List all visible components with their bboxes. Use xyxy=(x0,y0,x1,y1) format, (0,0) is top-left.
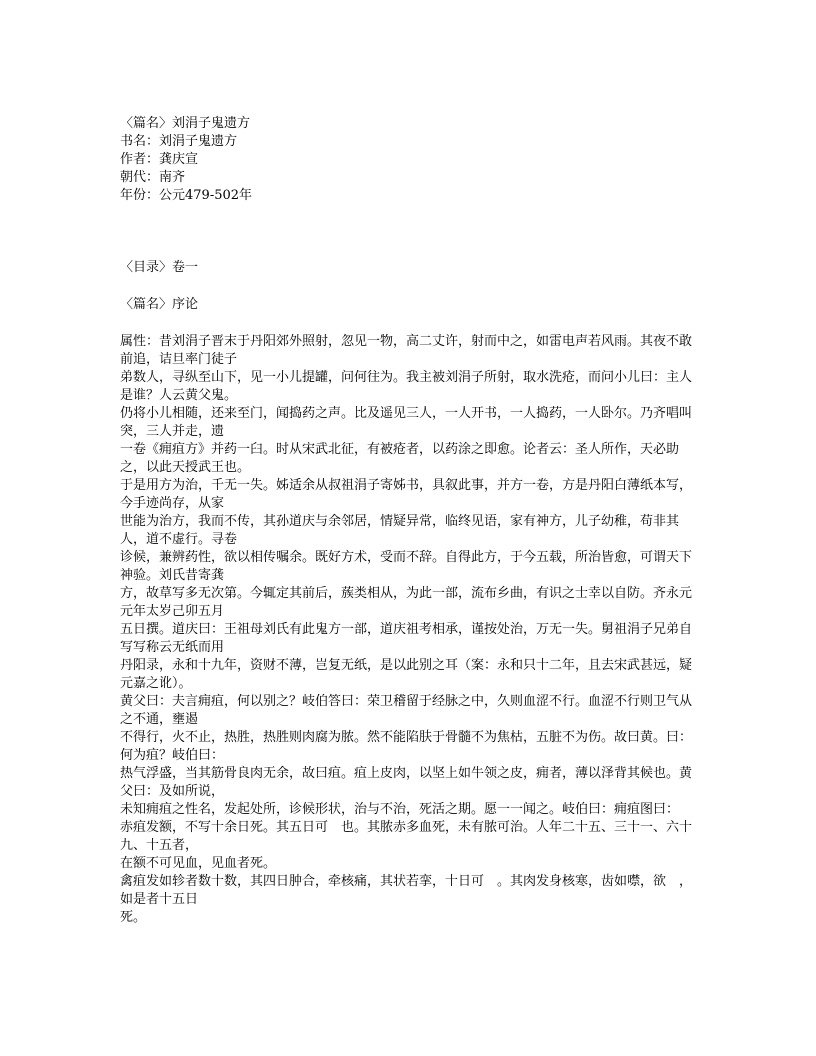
body-text xyxy=(120,333,698,927)
body-paragraph: 赤疽发额，不写十余日死。其五日可 也。其脓赤多血死，未有脓可治。人年二十五、三十一、六十九、十五者， xyxy=(120,820,693,853)
body-paragraph: 诊候，兼辨药性，欲以相传嘱余。既好方术，受而不辞。自得此方，于今五载，所治皆愈，可谓天下神验。刘氏昔寄龚 xyxy=(120,550,693,583)
body-paragraph: 死。 xyxy=(120,910,147,925)
body-paragraph: 热气浮盛，当其筋骨良肉无余，故曰疽。疽上皮肉，以坚上如牛领之皮，痈者，薄以泽背其候也。黄父曰：及如所说， xyxy=(120,766,693,799)
chapter-title: 〈篇名〉刘涓子鬼遗方 xyxy=(120,116,251,131)
toc-entry: 〈目录〉卷一 xyxy=(120,260,199,275)
year: 年份：公元479-502年 xyxy=(120,188,253,203)
body-paragraph: 一卷《痈疽方》并药一臼。时从宋武北征，有被疮者，以药涂之即愈。论者云：圣人所作，天必助之，以此天授武王也。 xyxy=(120,442,680,475)
section-title: 〈篇名〉序论 xyxy=(120,297,199,312)
spacer xyxy=(120,205,698,259)
body-paragraph: 未知痈疽之性名，发起处所，诊候形状，治与不治，死活之期。愿一一闻之。岐伯曰：痈疽图曰： xyxy=(120,802,680,817)
body-paragraph: 不得行，火不止，热胜，热胜则肉腐为脓。然不能陷肤于骨髓不为焦枯，五脏不为伤。故曰黄。曰：何为疽？岐伯曰： xyxy=(120,730,693,763)
body-paragraph: 丹阳录，永和十九年，资财不薄，岂复无纸，是以此别之耳（案：永和只十二年，且去宋武甚远，疑元嘉之讹）。 xyxy=(120,658,693,691)
body-paragraph: 方，故草写多无次第。今辄定其前后，蔟类相从，为此一部，流布乡曲，有识之士幸以自防。齐永元元年太岁己卯五月 xyxy=(120,586,693,619)
body-paragraph: 于是用方为治，千无一失。姊适余从叔祖涓子寄姊书，具叙此事，并方一卷，方是丹阳白薄纸本写，今手迹尚存，从家 xyxy=(120,478,693,511)
document-page xyxy=(120,115,698,927)
body-paragraph: 属性：昔刘涓子晋末于丹阳郊外照射，忽见一物，高二丈许，射而中之，如雷电声若风雨。其夜不敢前追，诘旦率门徒子 xyxy=(120,334,693,367)
dynasty: 朝代：南齐 xyxy=(120,170,186,185)
spacer xyxy=(120,277,698,296)
spacer xyxy=(120,314,698,333)
body-paragraph: 在额不可见血，见血者死。 xyxy=(120,856,277,871)
author: 作者：龚庆宣 xyxy=(120,152,199,167)
body-paragraph: 世能为治方，我而不传，其孙道庆与余邻居，情疑异常，临终见语，家有神方，儿子幼稚，苟非其人，道不虚行。寻卷 xyxy=(120,514,680,547)
book-name: 书名：刘涓子鬼遗方 xyxy=(120,134,238,149)
body-paragraph: 黄父曰：夫言痈疽，何以别之？岐伯答曰：荣卫稽留于经脉之中，久则血涩不行。血涩不行则卫气从之不通，壅遏 xyxy=(120,694,693,727)
body-paragraph: 五日撰。道庆曰：王祖母刘氏有此鬼方一部，道庆祖考相承，谨按处治，万无一失。舅祖涓子兄弟自写写称云无纸而用 xyxy=(120,622,693,655)
body-paragraph: 仍将小儿相随，还来至门，闻捣药之声。比及遥见三人，一人开书，一人捣药，一人卧尔。乃齐唱叫突，三人并走，遗 xyxy=(120,406,693,439)
body-paragraph: 弟数人，寻纵至山下，见一小儿提罐，问何往为。我主被刘涓子所射，取水洗疮，而问小儿曰：主人是谁？人云黄父鬼。 xyxy=(120,370,693,403)
body-paragraph: 禽疽发如轸者数十数，其四日肿合，牵核痛，其状若挛，十日可 。其肉发身核寒，齿如噤，欲 ，如是者十五日 xyxy=(120,874,693,907)
